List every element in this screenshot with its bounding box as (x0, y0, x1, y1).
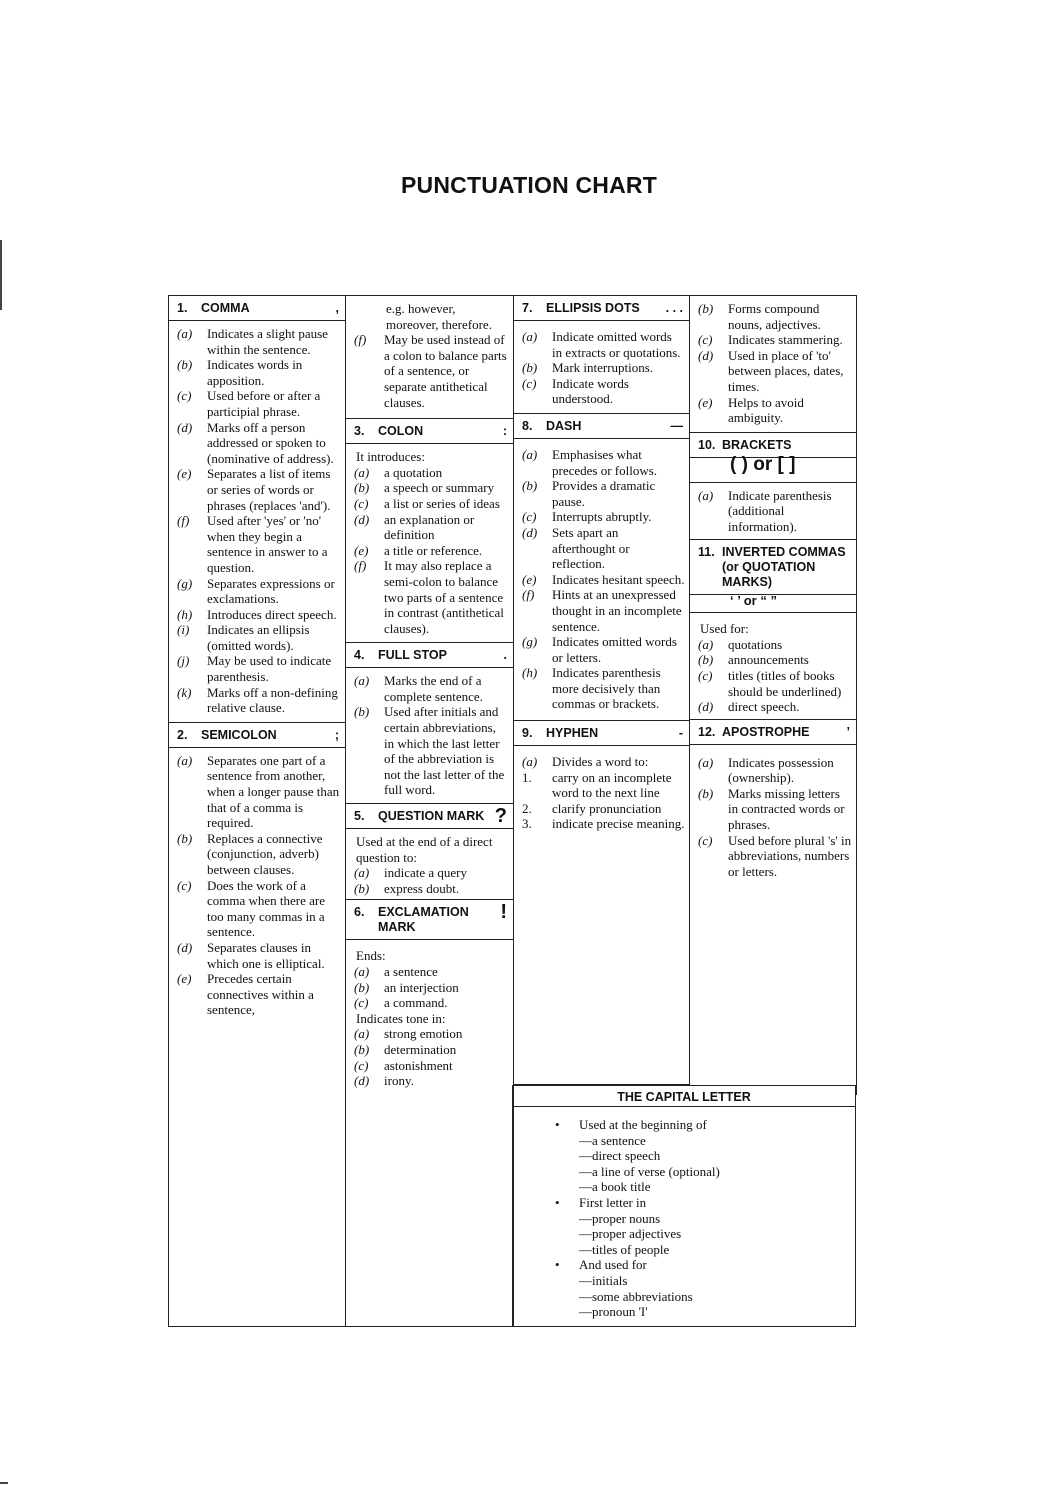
list-item (514, 754, 689, 770)
section-number: 2. (177, 727, 188, 742)
item-label: (e) (354, 542, 369, 558)
list-item (690, 699, 856, 715)
list-item (346, 1073, 513, 1089)
list-item (346, 980, 513, 996)
section-number: 7. (522, 301, 533, 315)
list-item (169, 831, 345, 878)
item-label: (d) (354, 1073, 370, 1089)
item-label: (a) (698, 754, 714, 770)
section-dash-header (514, 413, 689, 439)
section-name: DASH (546, 418, 582, 433)
item-label: (j) (177, 653, 190, 669)
item-text: Used before plural 's' in abbreviations, numbers or letters. (728, 832, 852, 879)
sub-item: —some abbreviations (579, 1288, 693, 1304)
item-label: (b) (698, 301, 714, 316)
list-item (690, 488, 856, 535)
item-label: (c) (354, 1057, 369, 1073)
item-label: (d) (354, 511, 370, 527)
list-item (169, 622, 345, 653)
item-label: (a) (522, 329, 538, 344)
list-item (514, 665, 689, 712)
item-label: (e) (177, 971, 192, 987)
item-label: (c) (522, 375, 537, 391)
list-item (514, 376, 689, 407)
item-text: astonishment (384, 1057, 453, 1073)
item-label: 3. (522, 816, 532, 832)
brackets-items (690, 488, 856, 535)
item-text: Mark interruptions. (552, 360, 654, 376)
item-label: (a) (522, 754, 538, 770)
bullet-icon: • (555, 1257, 560, 1273)
item-text: Indicates omitted words or letters. (552, 634, 677, 665)
list-item (346, 496, 513, 512)
list-item (346, 673, 513, 704)
item-label: (d) (522, 524, 538, 540)
item-text: express doubt. (384, 880, 460, 896)
item-text: Divides a word to: (552, 754, 649, 770)
question-items (346, 865, 513, 896)
list-item (346, 704, 513, 798)
item-label: (f) (354, 332, 367, 348)
exclamation-items-tone (346, 1026, 513, 1088)
item-text: Introduces direct speech. (207, 606, 337, 622)
item-text: May be used to indicate parenthesis. (207, 653, 332, 685)
punctuation-symbol: ’ (846, 724, 850, 739)
list-item (169, 940, 345, 971)
list-item (346, 995, 513, 1011)
punctuation-symbol: - (678, 726, 683, 741)
item-label: (b) (698, 785, 714, 801)
section-number: 4. (354, 648, 365, 663)
exclamation-items-ends (346, 964, 513, 1011)
apostrophe-items (690, 755, 856, 880)
list-item (514, 770, 689, 801)
item-label: (a) (698, 636, 714, 652)
item-label: (a) (698, 487, 714, 503)
item-label: (c) (177, 877, 192, 893)
item-label: (b) (177, 357, 193, 373)
scan-mark (0, 240, 2, 310)
list-item (346, 1042, 513, 1058)
item-label: (a) (177, 752, 193, 768)
list-item (514, 634, 689, 665)
list-item (346, 543, 513, 559)
ellipsis-items (514, 329, 689, 407)
list-item (690, 348, 856, 395)
item-text: Indicates parenthesis more decisively than commas or brackets. (552, 665, 661, 712)
bullet-icon: • (555, 1194, 560, 1210)
item-label: (d) (698, 347, 714, 363)
section-comma-header (169, 296, 345, 321)
section-apostrophe-header (690, 719, 856, 745)
item-text: It may also replace a semi-colon to balance two parts of a sentence in contrast (antithetical clauses). (384, 558, 504, 636)
list-item (514, 587, 689, 634)
item-text: quotations (728, 636, 783, 652)
item-label: (f) (354, 558, 367, 574)
question-intro: Used at the end of a direct question to: (356, 834, 493, 865)
item-text: Marks off a person addressed or spoken to (nominative of address). (207, 419, 334, 466)
item-text: announcements (728, 652, 809, 668)
item-text: an interjection (384, 979, 459, 995)
bullet-text: And used for (579, 1257, 647, 1273)
list-item (169, 357, 345, 388)
item-text: Separates one part of a sentence from another, when a longer pause than that of a comma is required. (207, 752, 340, 831)
section-name: EXCLAMATION MARK (378, 905, 469, 935)
list-item (346, 558, 513, 636)
item-label: (a) (354, 865, 370, 881)
item-text: Indicate omitted words in extracts or quotations. (552, 329, 681, 360)
scan-mark (0, 1482, 8, 1484)
item-text: Used after initials and certain abbreviations, in which the last letter of the abbreviation is not the last letter of the full word. (384, 704, 505, 798)
comma-items (169, 326, 345, 716)
sub-item: —a line of verse (optional) (579, 1163, 720, 1179)
item-label: (d) (177, 939, 193, 955)
bullet-item (513, 1195, 855, 1211)
list-item (690, 668, 856, 699)
item-label: (a) (522, 446, 538, 462)
item-label: (c) (354, 495, 369, 511)
item-text: Marks the end of a complete sentence. (384, 673, 483, 704)
item-label: (h) (522, 665, 538, 681)
item-label: (f) (177, 513, 190, 529)
item-text: irony. (384, 1073, 414, 1089)
item-label: (b) (354, 1041, 370, 1057)
colon-items (346, 465, 513, 637)
section-semicolon-header (169, 722, 345, 748)
item-text: Precedes certain connectives within a sentence, (207, 971, 314, 1018)
column-3 (514, 295, 690, 1085)
item-text: Emphasises what precedes or follows. (552, 446, 658, 478)
punctuation-symbol: — (670, 418, 683, 433)
list-item (346, 1058, 513, 1074)
item-label: (g) (177, 575, 193, 591)
item-label: (c) (698, 667, 713, 683)
item-label: (e) (698, 394, 713, 410)
item-label: (b) (522, 478, 538, 494)
list-item (690, 301, 856, 332)
list-item (169, 388, 345, 419)
sub-item: —a book title (579, 1179, 651, 1195)
item-label: (a) (354, 964, 370, 979)
item-text: Indicates possession (ownership). (728, 754, 834, 786)
list-item (514, 816, 689, 832)
section-number: 8. (522, 418, 533, 433)
column-4 (690, 295, 857, 1095)
item-text: strong emotion (384, 1026, 463, 1042)
item-label: (h) (177, 606, 193, 622)
capital-groups (513, 1117, 855, 1320)
punctuation-symbol: ? (494, 805, 507, 828)
item-text: Indicate words understood. (552, 375, 629, 407)
list-item (514, 572, 689, 588)
list-item (169, 420, 345, 467)
semicolon-continuation: e.g. however, moreover, therefore. (386, 301, 492, 332)
item-text: May be used instead of a colon to balance parts of a sentence, or separate antithetical clauses. (384, 332, 507, 410)
bullet-text: First letter in (579, 1194, 647, 1210)
item-label: 1. (522, 769, 532, 785)
item-text: Separates expressions or exclamations. (207, 575, 335, 607)
page-title: PUNCTUATION CHART (401, 172, 657, 198)
list-item (346, 1026, 513, 1042)
list-item (169, 878, 345, 940)
punctuation-symbol: . (503, 648, 507, 663)
list-item (690, 833, 856, 880)
item-text: Indicates an ellipsis (omitted words). (207, 622, 310, 653)
bullet-item (513, 1117, 855, 1133)
section-name: APOSTROPHE (722, 724, 810, 739)
section-name: HYPHEN (546, 726, 599, 741)
item-label: (k) (177, 684, 192, 700)
section-name: FULL STOP (378, 648, 447, 663)
item-label: 2. (522, 800, 532, 816)
section-number: 1. (177, 301, 188, 315)
hyphen-continued-items (690, 301, 856, 426)
list-item (514, 801, 689, 817)
item-text: Marks missing letters in contracted words or phrases. (728, 785, 845, 833)
item-label: (f) (522, 587, 535, 603)
colon-intro: It introduces: (356, 449, 425, 465)
column-1 (168, 295, 346, 1327)
inverted-items (690, 637, 856, 715)
item-label: (g) (522, 634, 538, 650)
item-text: Sets apart an afterthought or reflection. (552, 524, 630, 572)
item-label: (c) (522, 509, 537, 525)
item-text: Indicates hesitant speech. (552, 571, 685, 587)
list-item (169, 607, 345, 623)
item-text: clarify pronunciation (552, 800, 662, 816)
section-number: 5. (354, 809, 365, 824)
column-2 (346, 295, 514, 1327)
item-text: titles (titles of books should be underlined) (728, 667, 842, 699)
item-label: (b) (354, 480, 370, 496)
list-item (346, 512, 513, 543)
item-label: (d) (698, 699, 714, 715)
item-text: a command. (384, 995, 448, 1011)
capital-letter-box (512, 1085, 856, 1327)
list-item (690, 637, 856, 653)
list-item (346, 865, 513, 881)
item-text: Used before or after a participial phrase. (207, 388, 321, 419)
list-item (346, 465, 513, 481)
section-name: ELLIPSIS DOTS (546, 301, 640, 315)
section-number: 10. (698, 437, 716, 452)
item-text: determination (384, 1041, 457, 1057)
item-label: (b) (354, 979, 370, 995)
list-item (169, 653, 345, 684)
list-item (514, 509, 689, 525)
item-text: Marks off a non-defining relative clause. (207, 684, 338, 716)
exclamation-intro-tone: Indicates tone in: (356, 1010, 446, 1026)
sub-item: —proper adjectives (579, 1226, 682, 1242)
sub-item: —direct speech (579, 1148, 661, 1164)
list-item (346, 881, 513, 897)
section-number: 11. (698, 544, 715, 559)
list-item (169, 326, 345, 357)
item-text: indicate a query (384, 865, 468, 881)
list-item (169, 971, 345, 1018)
semicolon-items (169, 753, 345, 1018)
item-label: (d) (177, 419, 193, 435)
item-text: Replaces a connective (conjunction, adverb) between clauses. (207, 830, 323, 877)
item-text: a list or series of ideas (384, 495, 500, 511)
list-item (346, 480, 513, 496)
item-label: (a) (177, 326, 193, 341)
item-text: Does the work of a comma when there are too many commas in a sentence. (207, 877, 326, 940)
item-text: Used after 'yes' or 'no' when they begin a sentence in answer to a question. (207, 513, 328, 575)
section-hyphen-header (514, 720, 689, 746)
item-text: indicate precise meaning. (552, 816, 685, 832)
item-label: (c) (698, 832, 713, 848)
item-label: (i) (177, 622, 190, 638)
section-colon-header (346, 418, 513, 444)
section-name: BRACKETS (722, 437, 792, 452)
list-item (690, 332, 856, 348)
section-fullstop-header (346, 642, 513, 668)
punctuation-symbol: , (335, 301, 339, 315)
item-text: Forms compound nouns, adjectives. (728, 301, 821, 332)
item-text: direct speech. (728, 699, 800, 715)
item-label: (c) (354, 995, 369, 1011)
section-number: 3. (354, 424, 365, 439)
section-question-header (346, 803, 513, 829)
section-inverted-commas-header (690, 539, 856, 595)
item-text: carry on an incomplete word to the next line (552, 769, 672, 801)
list-item (169, 685, 345, 716)
item-label: (e) (522, 571, 537, 587)
inverted-intro: Used for: (700, 621, 749, 637)
item-text: Helps to avoid ambiguity. (728, 394, 804, 426)
dash-items (514, 447, 689, 712)
item-text: Indicates a slight pause within the sentence. (207, 326, 328, 357)
item-text: Indicate parenthesis (additional information). (728, 487, 832, 534)
punctuation-symbol: : (502, 424, 507, 439)
hyphen-items (514, 754, 689, 832)
list-item (690, 395, 856, 426)
item-text: an explanation or definition (384, 511, 475, 543)
list-item (690, 755, 856, 786)
punctuation-symbol: . . . (665, 301, 683, 315)
sub-item: —titles of people (579, 1241, 670, 1257)
list-item (514, 447, 689, 478)
item-label: (c) (177, 388, 192, 404)
fullstop-items (346, 673, 513, 798)
item-text: a title or reference. (384, 542, 483, 558)
list-item (169, 576, 345, 607)
section-name: QUESTION MARK (378, 809, 485, 824)
sub-item: —a sentence (579, 1132, 646, 1148)
item-label: (b) (354, 880, 370, 896)
punctuation-symbol: ; (334, 727, 339, 742)
section-name: COLON (378, 424, 424, 439)
list-item (514, 329, 689, 360)
brackets-symbol: ( ) or [ ] (690, 454, 856, 483)
list-item (690, 652, 856, 668)
item-text: Used in place of 'to' between places, dates, times. (728, 347, 844, 394)
item-label: (a) (354, 673, 370, 689)
item-label: (b) (354, 704, 370, 720)
bullet-icon: • (555, 1117, 560, 1132)
list-item (169, 753, 345, 831)
list-item (169, 466, 345, 513)
item-label: (b) (177, 830, 193, 846)
item-text: a speech or summary (384, 480, 495, 496)
section-ellipsis-header (514, 296, 689, 321)
capital-letter-title: THE CAPITAL LETTER (513, 1086, 855, 1107)
item-label: (b) (522, 360, 538, 376)
item-text: Indicates stammering. (728, 332, 843, 348)
item-text: Interrupts abruptly. (552, 509, 652, 525)
section-number: 12. (698, 724, 716, 739)
section-number: 6. (354, 905, 365, 920)
item-label: (c) (698, 332, 713, 348)
list-item (169, 513, 345, 575)
item-text: Provides a dramatic pause. (552, 478, 656, 509)
list-item (514, 360, 689, 376)
bullet-text: Used at the beginning of (579, 1117, 707, 1132)
section-name: COMMA (201, 301, 250, 315)
item-text: Separates a list of items or series of words or phrases (replaces 'and'). (207, 466, 331, 513)
section-name: SEMICOLON (201, 727, 277, 742)
section-number: 9. (522, 726, 533, 741)
item-text: Indicates words in apposition. (207, 357, 303, 388)
inverted-commas-symbol: ‘ ’ or “ ” (690, 593, 856, 614)
list-item (514, 525, 689, 572)
section-name: INVERTED COMMAS (or QUOTATION MARKS) (722, 544, 846, 589)
item-label: (b) (698, 652, 714, 668)
exclamation-intro-ends: Ends: (356, 948, 386, 964)
section-exclamation-header (346, 899, 513, 940)
sub-item: —proper nouns (579, 1210, 661, 1226)
item-text: Hints at an unexpressed thought in an incomplete sentence. (552, 587, 682, 634)
item-text: a quotation (384, 464, 443, 480)
punctuation-symbol: ! (500, 901, 507, 924)
list-item (346, 964, 513, 980)
item-label: (e) (177, 466, 192, 482)
list-item (690, 786, 856, 833)
item-label: (a) (354, 464, 370, 480)
item-text: a sentence (384, 964, 438, 979)
bullet-item (513, 1257, 855, 1273)
list-item (514, 478, 689, 509)
sub-item: —pronoun 'I' (579, 1304, 648, 1320)
list-item (346, 332, 513, 410)
item-label: (a) (354, 1026, 370, 1042)
sub-item: —initials (579, 1272, 628, 1288)
item-text: Separates clauses in which one is elliptical. (207, 939, 325, 971)
